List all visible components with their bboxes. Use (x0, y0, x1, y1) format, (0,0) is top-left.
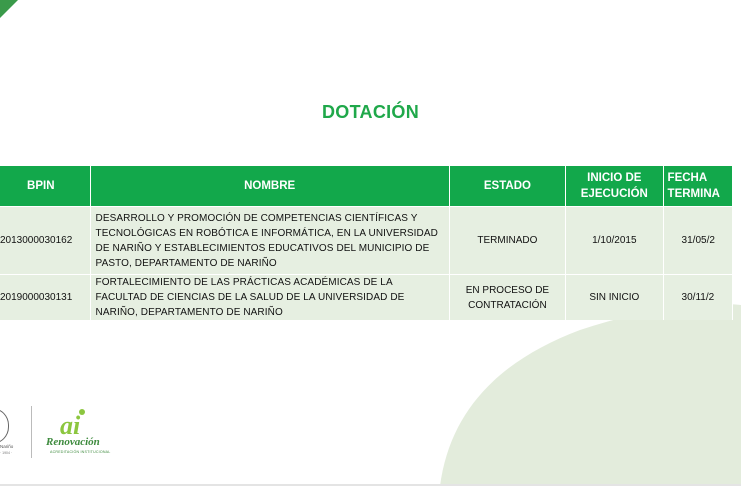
page-title: DOTACIÓN (321, 102, 420, 122)
projects-table (0, 166, 733, 320)
cell-inicio: SIN INICIO (566, 275, 663, 321)
cell-bpin: 2013000030162 (0, 207, 90, 275)
renovacion-mark: ai (60, 411, 81, 438)
header-estado: ESTADO (449, 166, 565, 207)
cell-fecha: 30/11/2 (663, 275, 732, 321)
table-row (0, 207, 733, 275)
header-fecha: FECHA TERMINA (663, 166, 732, 207)
cell-fecha: 31/05/2 (663, 207, 732, 275)
renovacion-wordmark: Renovación (46, 436, 100, 448)
header-inicio: INICIO DE EJECUCIÓN (566, 166, 663, 207)
corner-decoration (0, 0, 18, 18)
cell-inicio: 1/10/2015 (566, 207, 663, 275)
logo-divider (31, 406, 32, 458)
header-nombre: NOMBRE (90, 166, 449, 207)
cell-nombre: FORTALECIMIENTO DE LAS PRÁCTICAS ACADÉMICAS DE LA FACULTAD DE CIENCIAS DE LA SALUD DE LA UNIVERSIDAD DE NARIÑO, DEPARTAMENTO DE NARIÑO (90, 275, 449, 321)
table-row (0, 275, 733, 321)
header-bpin: BPIN (0, 166, 90, 207)
renovacion-logo-icon (58, 408, 90, 438)
cell-nombre: DESARROLLO Y PROMOCIÓN DE COMPETENCIAS CIENTÍFICAS Y TECNOLÓGICAS EN ROBÓTICA E INFORMÁTICA, EN LA UNIVERSIDAD DE NARIÑO Y ESTABLECIMIENTOS EDUCATIVOS DEL MUNICIPIO DE PASTO, DEPARTAMENTO DE NARIÑO (90, 207, 449, 275)
renovacion-subtitle: ACREDITACIÓN INSTITUCIONAL (50, 450, 111, 454)
institution-logos (0, 400, 120, 462)
table-header-row (0, 166, 733, 207)
university-seal-icon (0, 408, 9, 444)
seal-sublabel: · 1904 · (0, 451, 13, 455)
cell-bpin: 2019000030131 (0, 275, 90, 321)
cell-estado: TERMINADO (449, 207, 565, 275)
seal-label: Nariño (0, 444, 14, 449)
cell-estado: EN PROCESO DE CONTRATACIÓN (449, 275, 565, 321)
